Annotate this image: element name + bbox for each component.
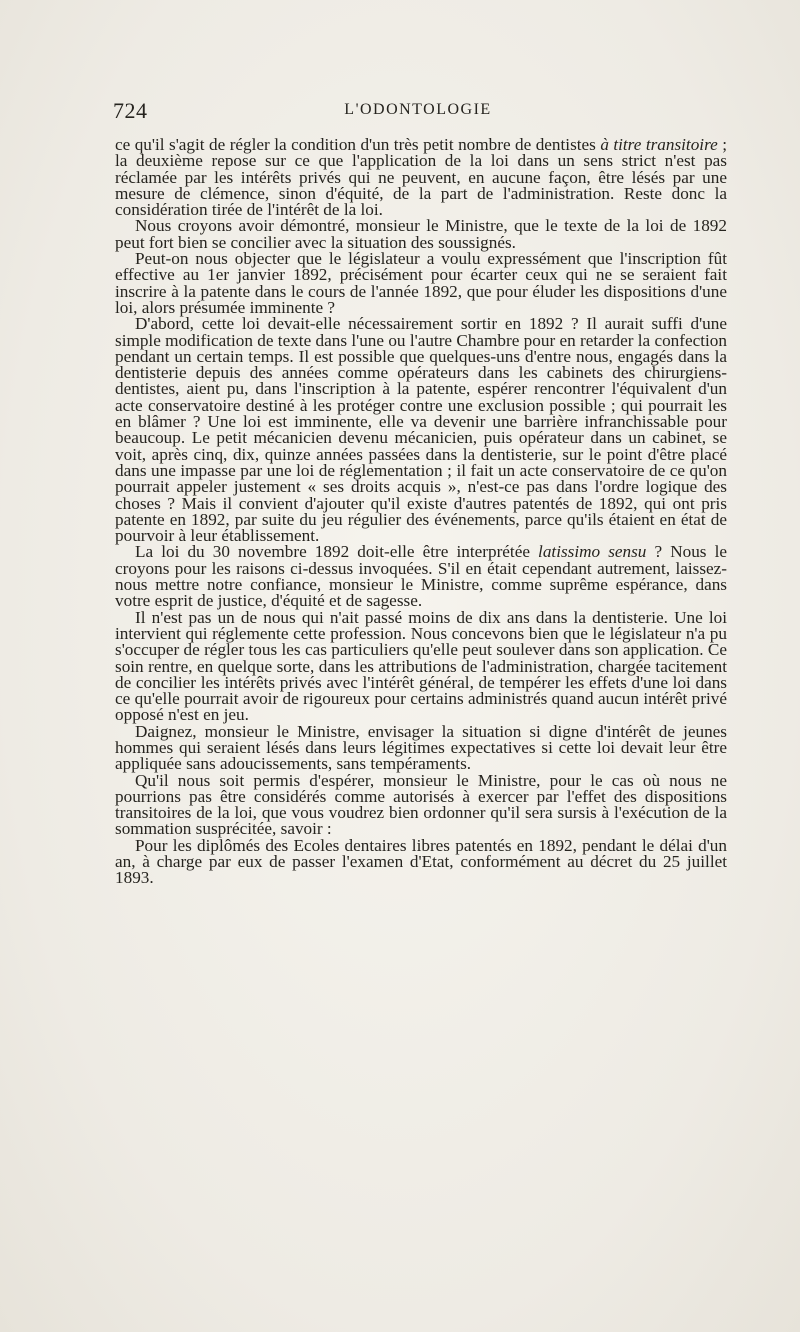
paragraph-text: ce qu'il s'agit de régler la condition d'un très petit nombre de dentistes	[115, 135, 601, 154]
paragraph: Peut-on nous objecter que le législateur a voulu expressément que l'inscription fût effective au 1er janvier 1892, précisément pour écarter ceux qui ne se seraient fait inscrire à la patente dans le cours de l'année 1892, que pour éluder les dispositions d'une loi, alors présumée imminente ?	[115, 249, 727, 317]
paragraph: Pour les diplômés des Ecoles dentaires libres patentés en 1892, pendant le délai d'un an, à charge par eux de passer l'examen d'Etat, conformément au décret du 25 juillet 1893.	[115, 835, 727, 888]
paragraph-text: La loi du 30 novembre 1892 doit-elle être interprétée	[135, 542, 539, 562]
paragraph-text: ; la deuxième repose sur ce que l'application de la loi dans un sens strict n'est pas réclamée par les intérêts privés qui ne peuvent, en aucune façon, être lésés par une mesure de clémence, sinon d'équité, de la part de l'administration. Reste donc la considération tirée de l'intérêt de la loi.	[115, 135, 727, 220]
italic-phrase: latissimo sensu	[538, 542, 647, 562]
italic-phrase: à titre transitoire	[600, 135, 718, 154]
paragraph-text: ? Nous le croyons pour les raisons ci-dessus invoquées. S'il en était cependant autrement, laissez-nous mettre notre confiance, monsieur le Ministre, comme suprême espérance, dans votre esprit de justice, d'équité et de sagesse.	[115, 542, 727, 611]
page-number: 724	[113, 98, 148, 123]
paragraph: Qu'il nous soit permis d'espérer, monsieur le Ministre, pour le cas où nous ne pourrions pas être considérés comme autorisés à exercer par l'effet des dispositions transitoires de la loi, que vous voudrez bien ordonner qu'il sera sursis à l'exécution de la sommation susprécitée, savoir :	[115, 770, 727, 839]
paragraph: Il n'est pas un de nous qui n'ait passé moins de dix ans dans la dentisterie. Une loi intervient qui réglemente cette profession. Nous concevons bien que le législateur n'a pu s'occuper de régler tous les cas particuliers qu'elle peut soulever dans son application. Ce soin rentre, en quelque sorte, dans les attributions de l'administration, chargée tacitement de concilier les intérêts privés avec l'intérêt général, de tempérer les effets d'une loi dans ce qu'elle pourrait avoir de rigoureux pour certains administrés quand aucun intérêt privé opposé n'est en jeu.	[115, 607, 727, 725]
body-text	[115, 137, 727, 887]
paragraph: D'abord, cette loi devait-elle nécessairement sortir en 1892 ? Il aurait suffi d'une simple modification de texte dans l'une ou l'autre Chambre pour en retarder la confection pendant un certain temps. Il est possible que quelques-uns d'entre nous, engagés dans la dentisterie depuis des années comme opérateurs dans les cabinets des chirurgiens-dentistes, aient pu, dans l'inscription à la patente, espérer rencontrer l'équivalent d'un acte conservatoire destiné à les protéger contre une exclusion possible ; qui pourrait les en blâmer ? Une loi est imminente, elle va devenir une barrière infranchissable pour beaucoup. Le petit mécanicien devenu mécanicien, puis opérateur dans un cabinet, se voit, après cinq, dix, quinze années passées dans la dentisterie, sur le point d'être placé dans une impasse par une loi de réglementation ; il fait un acte conservatoire de ce qu'on pourrait appeler justement « ses droits acquis », n'est-ce pas dans l'ordre logique des choses ? Mais il convient d'ajouter qu'il existe d'autres patentés de 1892, qui ont pris patente en 1892, par suite du jeu régulier des événements, parce qu'ils étaient en état de pourvoir à leur établissement.	[115, 314, 727, 546]
paragraph: Nous croyons avoir démontré, monsieur le Ministre, que le texte de la loi de 1892 peut fort bien se concilier avec la situation des soussignés.	[115, 216, 727, 252]
running-title: L'ODONTOLOGIE	[344, 101, 492, 118]
paragraph	[115, 544, 727, 609]
paragraph: Daignez, monsieur le Ministre, envisager la situation si digne d'intérêt de jeunes hommes qui seraient lésés dans leurs légitimes expectatives si cette loi devait leur être appliquée sans adoucissements, sans tempéraments.	[115, 721, 727, 774]
page-header	[108, 98, 728, 124]
paragraph	[115, 137, 727, 218]
